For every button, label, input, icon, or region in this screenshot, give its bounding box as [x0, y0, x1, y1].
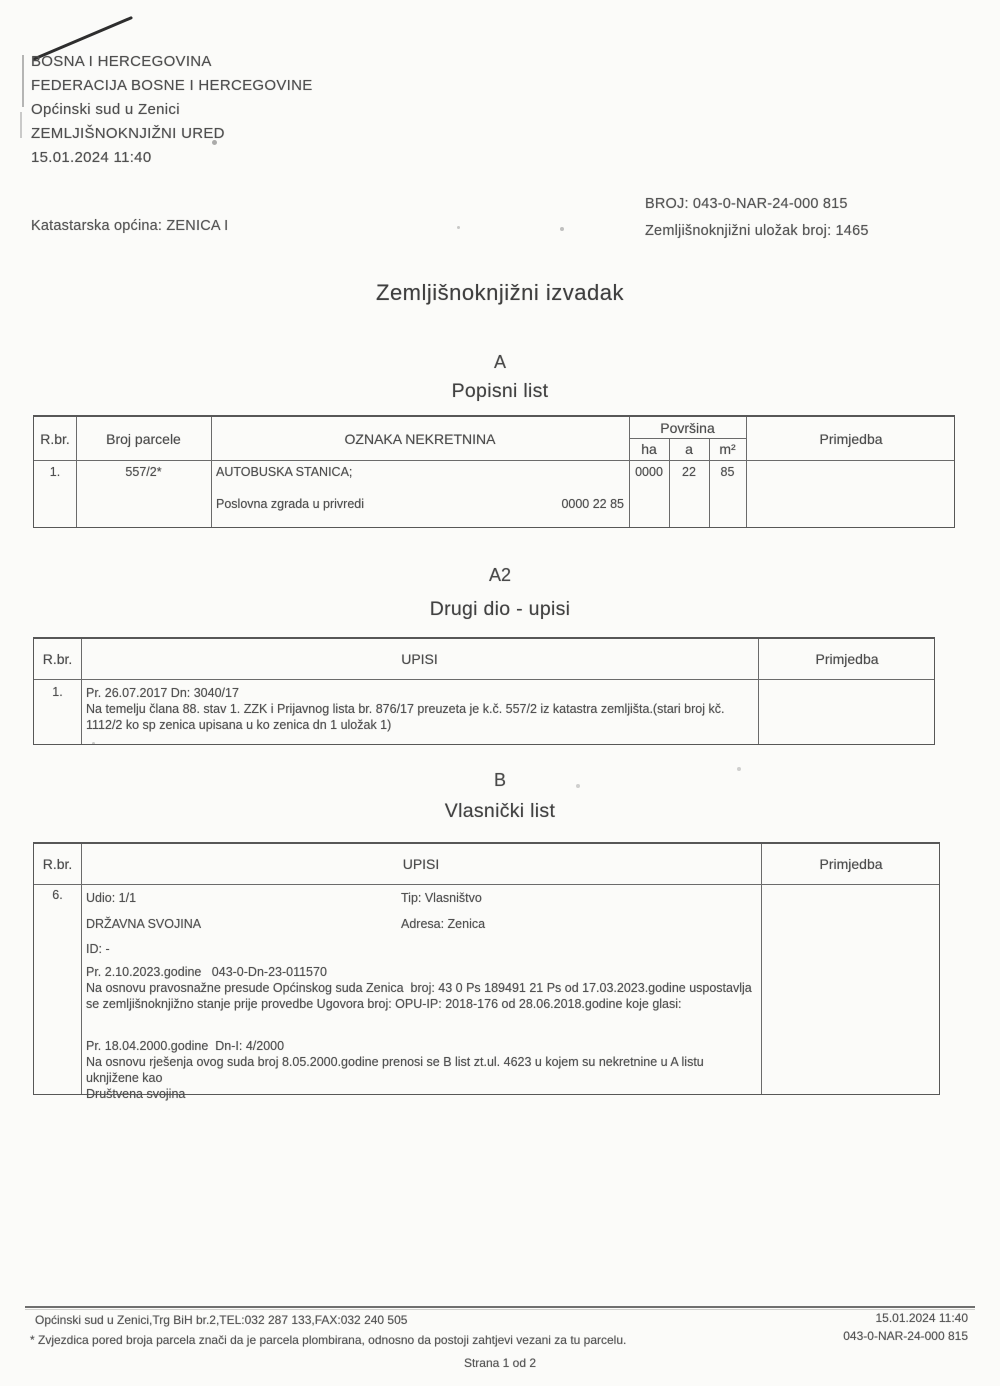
row-a-ha: 0000: [635, 465, 663, 479]
registry-numbers-block: [645, 191, 869, 245]
folio-number: Zemljišnoknjižni uložak broj: 1465: [645, 223, 869, 239]
row-a-broj-parcele: 557/2*: [125, 465, 162, 479]
b-col-header-upisi: UPISI: [402, 856, 440, 872]
row-a-oznaka-line2: Poslovna zgrada u privredi: [216, 497, 364, 511]
header-federation: FEDERACIJA BOSNE I HERCEGOVINE: [31, 77, 313, 94]
col-header-ha: ha: [641, 441, 657, 457]
col-header-oznaka-nekretnina: OZNAKA NEKRETNINA: [344, 430, 496, 447]
b-row-rbr: 6.: [52, 888, 63, 902]
section-a-letter: A: [493, 352, 506, 372]
b-entry-2000-status: Društvena svojina: [86, 1087, 186, 1101]
scan-margin-mark: [20, 112, 22, 138]
a2-row-entry: [86, 685, 748, 733]
b-entry-2000-text: Na osnovu rješenja ovog suda broj 8.05.2000.godine prenosi se B list zt.ul. 4623 u kojem su nekretnine u A listu uknjižene kao: [86, 1055, 708, 1085]
court-header-block: [31, 50, 313, 170]
section-a-name: Popisni list: [451, 380, 549, 402]
row-a-a: 22: [682, 465, 696, 479]
col-header-a: a: [685, 441, 693, 457]
section-a2-letter: A2: [488, 565, 512, 585]
header-court: Općinski sud u Zenici: [31, 101, 180, 118]
footer-divider: [25, 1306, 975, 1308]
b-entry-2023-text: Na osnovu pravosnažne presude Općinskog suda Zenica broj: 43 0 Ps 189491 21 Ps od 17.03.2023.godine uspostavlja se zemljišnoknjižno stanje prije provedbe Ugovora broj: OPU-IP: 2018-176 od 28.06.2018.godine koje glasi:: [86, 981, 756, 1011]
col-header-rbr: R.br.: [40, 430, 70, 447]
scan-speck: [560, 227, 564, 231]
row-a-oznaka-line1: AUTOBUSKA STANICA;: [216, 465, 353, 479]
a2-entry-line1: Pr. 26.07.2017 Dn: 3040/17: [86, 686, 239, 700]
col-header-primjedba: Primjedba: [819, 430, 883, 447]
footer-asterisk-note: * Zvjezdica pored broja parcela znači da je parcela plombirana, odnosno da postoji zahtjevi vezani za tu parcelu.: [30, 1333, 627, 1347]
col-header-m2: m²: [719, 441, 736, 457]
row-a-rbr: 1.: [49, 465, 61, 479]
header-datetime: 15.01.2024 11:40: [31, 149, 152, 166]
section-a2-name: Drugi dio - upisi: [429, 598, 571, 620]
row-a-m2: 85: [720, 465, 735, 479]
scan-margin-mark: [22, 55, 24, 107]
document-title: Zemljišnoknjižni izvadak: [376, 280, 624, 305]
footer-divider-shadow: [25, 1309, 975, 1310]
b-owner-name: DRŽAVNA SVOJINA: [86, 917, 202, 931]
case-number: BROJ: 043-0-NAR-24-000 815: [645, 196, 848, 212]
b-entry-2000: [86, 1038, 758, 1102]
cadastral-municipality: Katastarska općina: ZENICA I: [31, 218, 229, 234]
header-country: BOSNA I HERCEGOVINA: [31, 53, 212, 70]
drugi-dio-table: [33, 637, 935, 745]
b-share: Udio: 1/1: [86, 891, 137, 905]
footer-court-address: Općinski sud u Zenici,Trg BiH br.2,TEL:032 287 133,FAX:032 240 505: [35, 1313, 408, 1327]
col-header-povrsina: Površina: [660, 419, 715, 436]
a2-col-header-primjedba: Primjedba: [815, 651, 879, 667]
footer-datetime: 15.01.2024 11:40: [875, 1311, 968, 1325]
popisni-list-table: [33, 415, 955, 528]
header-office: ZEMLJIŠNOKNJIŽNI URED: [31, 125, 225, 142]
vlasnicki-list-table: [33, 842, 940, 1101]
b-owner-id: ID: -: [86, 942, 110, 956]
b-col-header-primjedba: Primjedba: [819, 856, 883, 872]
b-entry-2023-ref: Pr. 2.10.2023.godine 043-0-Dn-23-011570: [86, 965, 327, 979]
a2-col-header-rbr: R.br.: [42, 651, 73, 667]
col-header-broj-parcele: Broj parcele: [106, 430, 181, 447]
page-indicator: Strana 1 od 2: [463, 1356, 537, 1370]
section-b-letter: B: [493, 770, 506, 790]
a2-entry-line2: Na temelju člana 88. stav 1. ZZK i Prijavnog lista br. 876/17 preuzeta je k.č. 557/2 iz katastra zemljišta.(stari broj kč. 1112/2 ko sp zenica upisana u ko zenica dn 1 uložak 1): [86, 702, 725, 732]
row-a-oznaka-value: 0000 22 85: [561, 497, 624, 511]
b-entry-2023: [86, 964, 758, 1012]
b-owner-address: Adresa: Zenica: [401, 917, 486, 931]
section-b-name: Vlasnički list: [444, 800, 556, 822]
b-col-header-rbr: R.br.: [42, 856, 73, 872]
a2-row-rbr: 1.: [52, 685, 63, 699]
footer-case-number: 043-0-NAR-24-000 815: [843, 1329, 968, 1343]
scan-speck: [457, 226, 460, 229]
b-ownership-type: Tip: Vlasništvo: [401, 891, 482, 905]
a2-col-header-upisi: UPISI: [401, 651, 438, 667]
b-entry-2000-ref: Pr. 18.04.2000.godine Dn-I: 4/2000: [86, 1039, 285, 1053]
